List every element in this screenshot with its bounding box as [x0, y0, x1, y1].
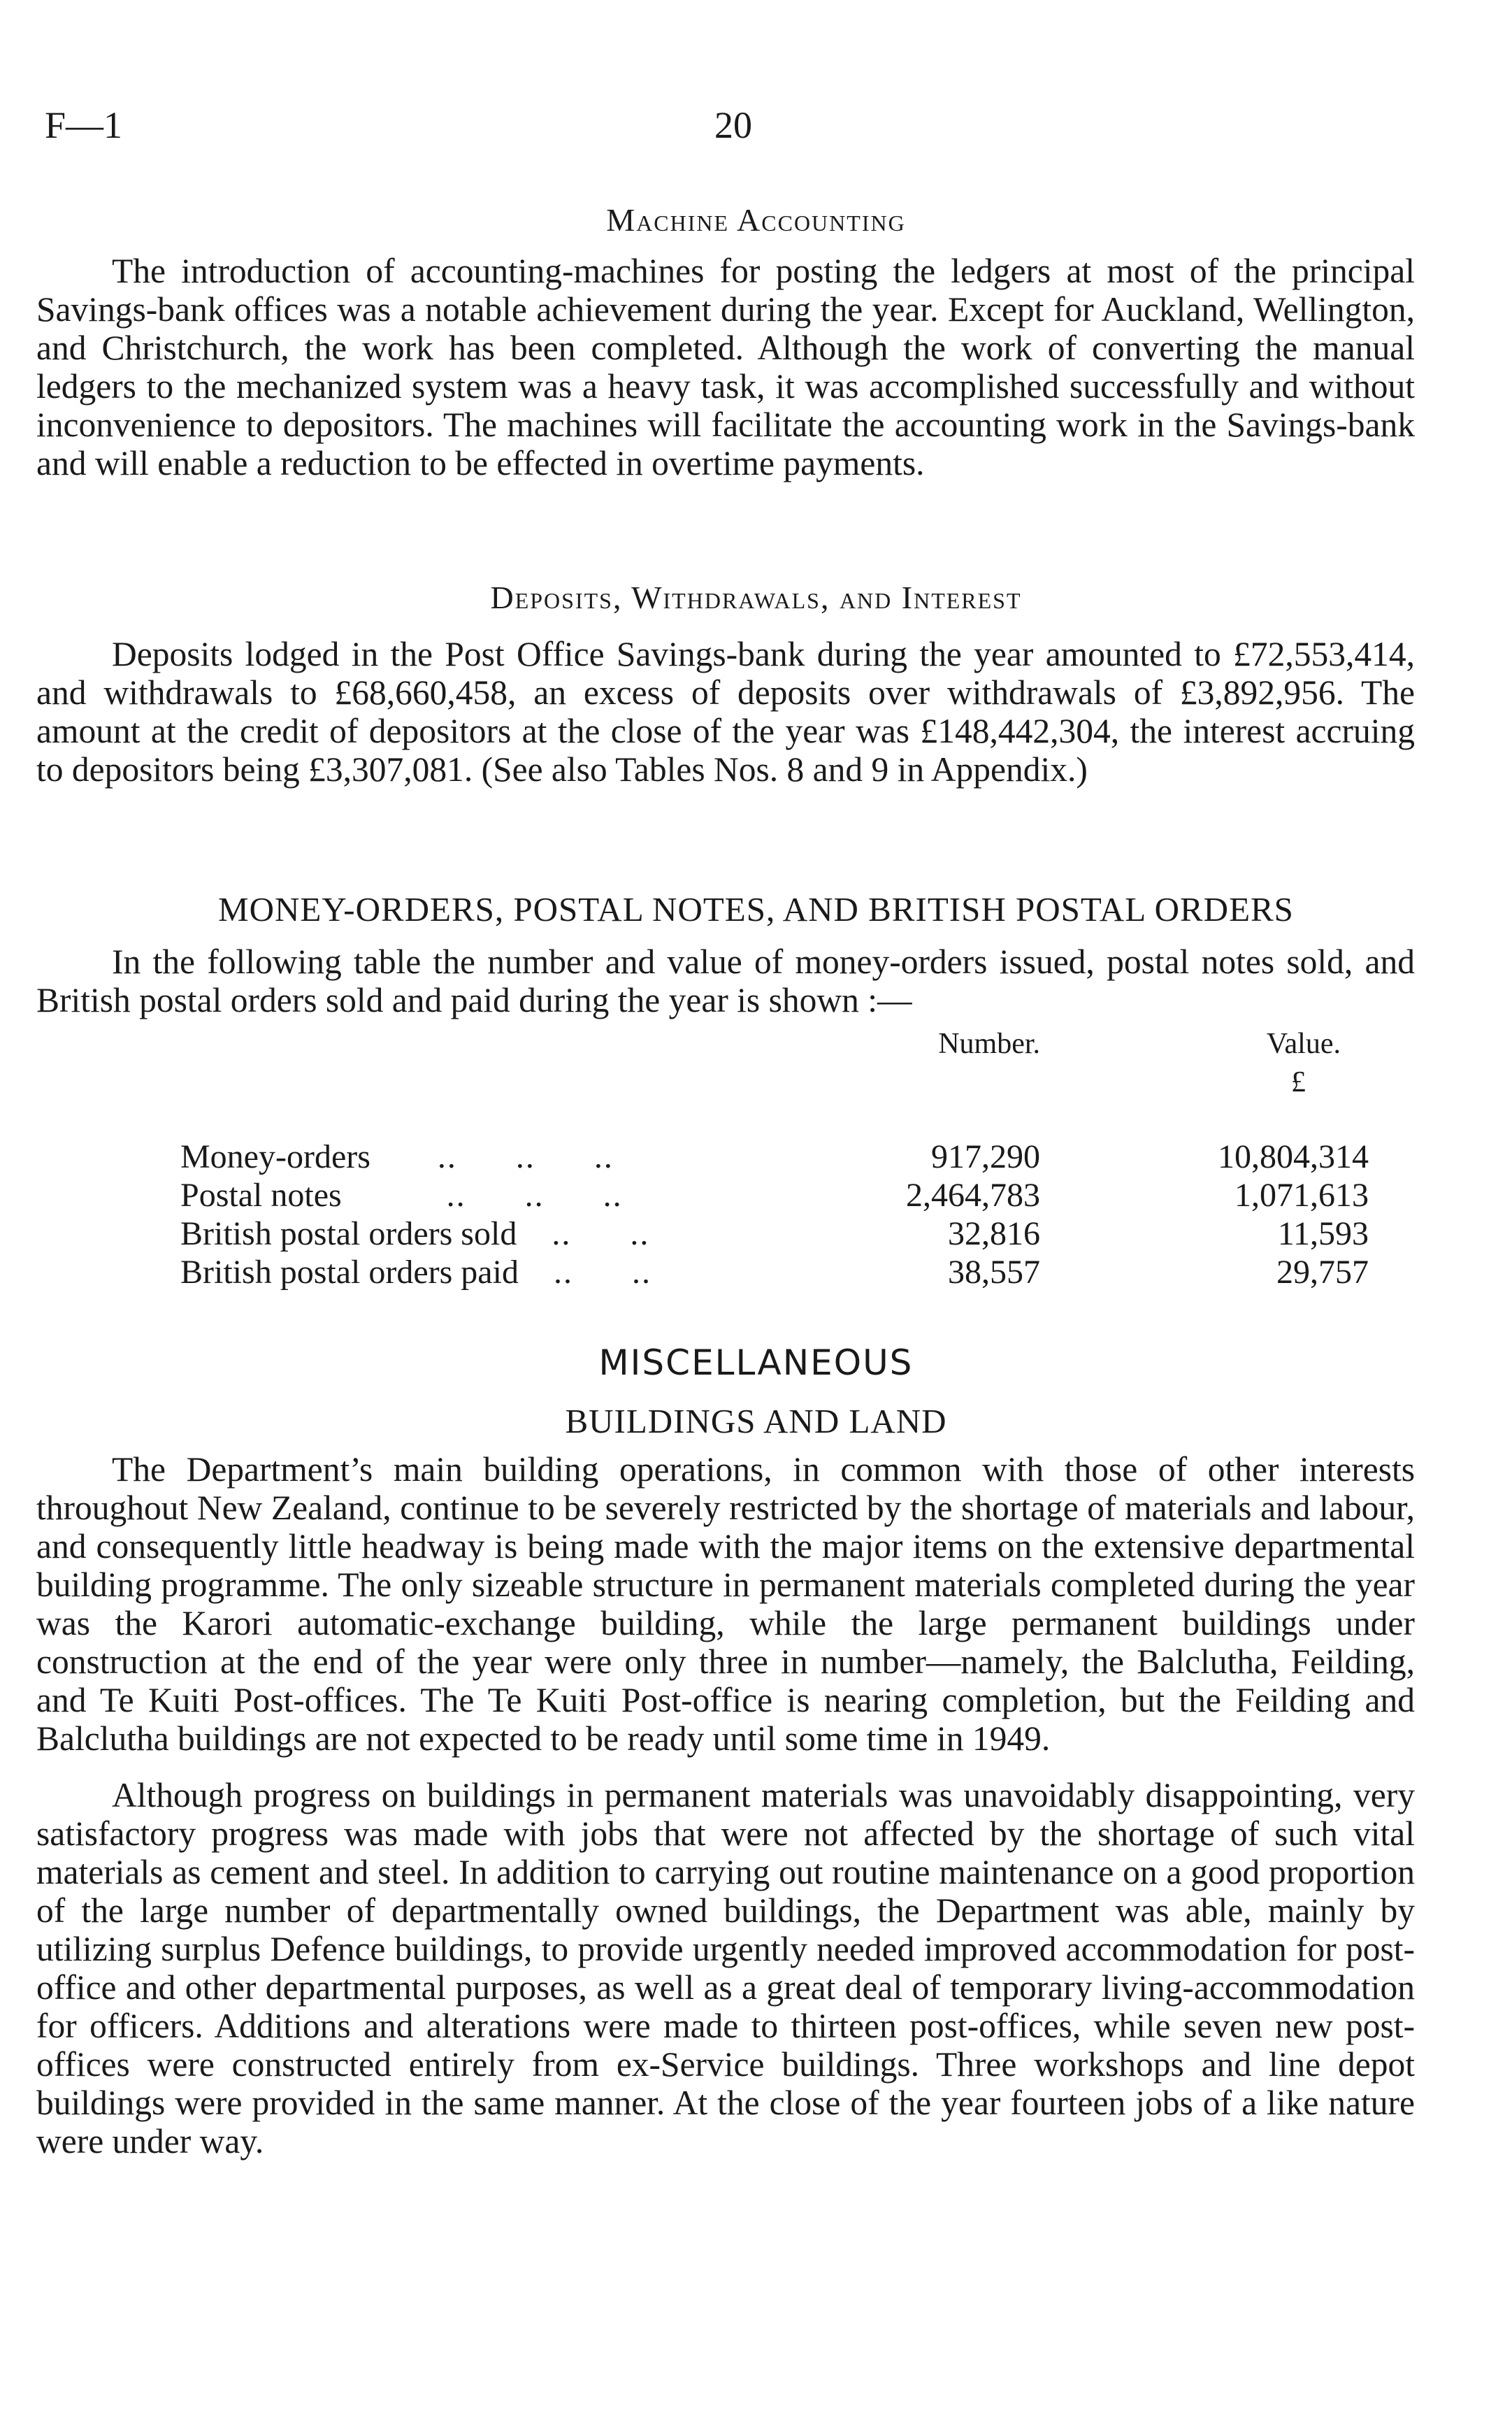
page-section-code: F—1: [45, 104, 123, 146]
buildings-paragraph-2: Although progress on buildings in permanent materials was unavoidably disappointing, very satisfactory progress was made with jobs that were not affected by the shortage of such vital materials as cement and steel. In addition to carrying out routine maintenance on a good proportion of the large number of departmentally owned buildings, the Department was able, mainly by utilizing surplus Defence buildings, to provide urgently needed improved accommodation for post-office and other departmental purposes, as well as a great deal of temporary living-accommodation for officers. Additions and alterations were made to thirteen post-offices, while seven new post-offices were constructed entirely from ex-Service buildings. Three workshops and line depot buildings were provided in the same manner. At the close of the year fourteen jobs of a like nature were under way.: [36, 1776, 1415, 2160]
row-value: 1,071,613: [1234, 1177, 1369, 1214]
deposits-paragraph: Deposits lodged in the Post Office Savings-bank during the year amounted to £72,553,414, and withdrawals to £68,660,458, an excess of deposits over withdrawals of £3,892,956. The amount at the credit of depositors at the close of the year was £148,442,304, the interest accruing to depositors being £3,307,081. (See also Tables Nos. 8 and 9 in Appendix.): [36, 635, 1415, 789]
column-header-number: Number.: [938, 1028, 1040, 1060]
row-value: 10,804,314: [1218, 1138, 1369, 1175]
buildings-and-land-heading: BUILDINGS AND LAND: [565, 1402, 947, 1440]
buildings-paragraph-1: The Department’s main building operations, in common with those of other interests throughout New Zealand, continue to be severely restricted by the shortage of materials and labour, and consequently little headway is being made with the major items on the extensive departmental building programme. The only sizeable structure in permanent materials completed during the year was the Karori automatic-exchange building, while the large permanent buildings under construction at the end of the year were only three in number—namely, the Balclutha, Feilding, and Te Kuiti Post-offices. The Te Kuiti Post-office is nearing completion, but the Feilding and Balclutha buildings are not expected to be ready until some time in 1949.: [36, 1450, 1415, 1758]
table-row: [180, 1176, 1369, 1214]
row-number: 32,816: [948, 1215, 1040, 1252]
machine-accounting-heading: Machine Accounting: [606, 202, 906, 238]
money-orders-table: [180, 1022, 1369, 1291]
row-leader: .. ..: [553, 1254, 651, 1291]
row-number: 917,290: [931, 1138, 1040, 1175]
table-row: [180, 1138, 1369, 1176]
column-header-value: Value.: [1266, 1028, 1341, 1060]
machine-accounting-paragraph: The introduction of accounting-machines for posting the ledgers at most of the principal Savings-bank offices was a notable achievement during the year. Except for Auckland, Wellington, and Christchurch, the work has been completed. Although the work of converting the manual ledgers to the mechanized system was a heavy task, it was accomplished successfully and without inconvenience to depositors. The machines will facilitate the accounting work in the Savings-bank and will enable a reduction to be effected in overtime payments.: [36, 252, 1415, 482]
deposits-heading: Deposits, Withdrawals, and Interest: [490, 580, 1022, 615]
row-leader: .. .. ..: [446, 1177, 623, 1214]
row-label: British postal orders paid: [180, 1254, 519, 1291]
money-orders-intro: In the following table the number and value of money-orders issued, postal notes sold, and British postal orders sold and paid during the year is shown :—: [36, 943, 1415, 1019]
row-value: 29,757: [1276, 1254, 1369, 1291]
row-label: British postal orders sold: [180, 1215, 517, 1252]
value-unit: £: [1291, 1066, 1306, 1098]
buildings-section: [36, 1450, 1415, 2160]
row-number: 2,464,783: [906, 1177, 1040, 1214]
table-row: [180, 1253, 1369, 1291]
row-value: 11,593: [1277, 1215, 1369, 1252]
row-label: Money-orders: [180, 1138, 370, 1175]
table-unit-row: [180, 1061, 1369, 1099]
machine-accounting-section: [36, 252, 1415, 482]
row-number: 38,557: [948, 1254, 1040, 1291]
miscellaneous-heading: MISCELLANEOUS: [598, 1342, 914, 1383]
table-row: [180, 1214, 1369, 1253]
deposits-section: [36, 635, 1415, 789]
money-orders-heading: MONEY-ORDERS, POSTAL NOTES, AND BRITISH POSTAL ORDERS: [218, 890, 1294, 929]
page-number: 20: [714, 104, 752, 146]
row-label: Postal notes: [180, 1177, 342, 1214]
money-orders-intro-section: [36, 943, 1415, 1019]
row-leader: .. .. ..: [437, 1138, 614, 1175]
table-header-row: [180, 1022, 1369, 1061]
row-leader: .. ..: [552, 1215, 650, 1252]
